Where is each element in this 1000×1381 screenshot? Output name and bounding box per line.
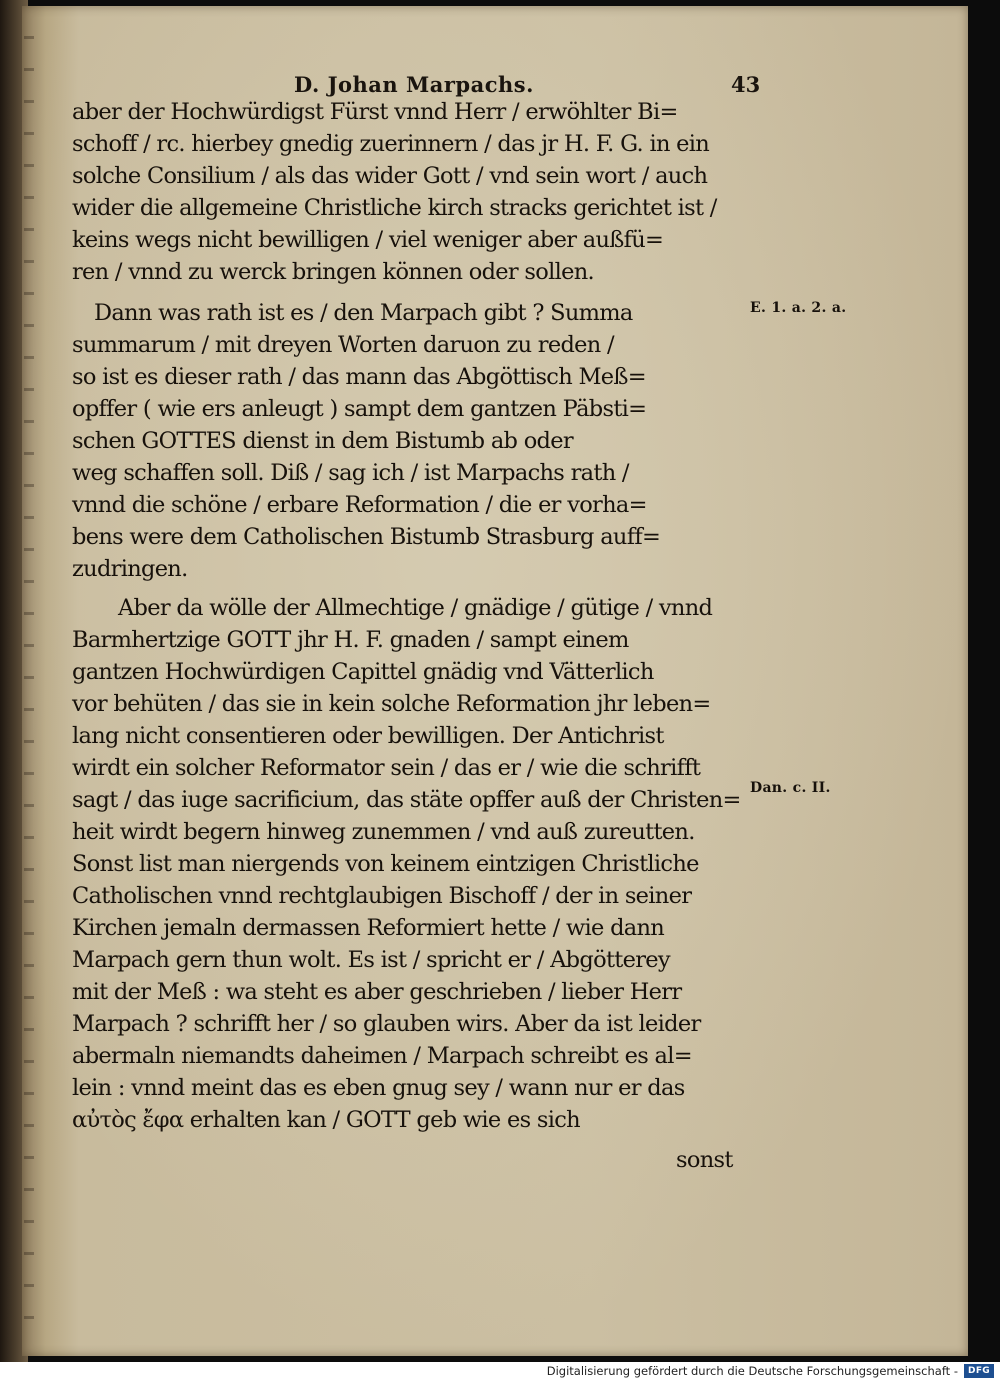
text-line: wirdt ein solcher Reformator sein / das er / wie die schrifft xyxy=(72,755,701,781)
text-line: Catholischen vnnd rechtglaubigen Bischoff / der in seiner xyxy=(72,883,692,909)
text-line: mit der Meß : wa steht es aber geschrieben / lieber Herr xyxy=(72,979,682,1005)
text-line: αὐτὸς ἔφα erhalten kan / GOTT geb wie es sich xyxy=(72,1107,580,1133)
footer-bar xyxy=(0,1362,1000,1381)
text-line: Kirchen jemaln dermassen Reformiert hette / wie dann xyxy=(72,915,665,941)
text-line: sagt / das iuge sacrificium, das stäte opffer auß der Christen= xyxy=(72,787,741,813)
text-line: so ist es dieser rath / das mann das Abgöttisch Meß= xyxy=(72,364,646,390)
margin-note: E. 1. a. 2. a. xyxy=(750,300,847,316)
text-line: keins wegs nicht bewilligen / viel weniger aber außfü= xyxy=(72,227,664,253)
text-line: abermaln niemandts daheimen / Marpach schreibt es al= xyxy=(72,1043,692,1069)
text-line: schen GOTTES dienst in dem Bistumb ab oder xyxy=(72,428,573,454)
text-line: Sonst list man niergends von keinem eintzigen Christliche xyxy=(72,851,699,877)
text-line: Dann was rath ist es / den Marpach gibt ? Summa xyxy=(94,300,633,326)
page-number: 43 xyxy=(731,72,761,97)
text-line: Marpach gern thun wolt. Es ist / spricht er / Abgötterey xyxy=(72,947,670,973)
text-line: ren / vnnd zu werck bringen können oder sollen. xyxy=(72,259,594,285)
text-line: Marpach ? schrifft her / so glauben wirs. Aber da ist leider xyxy=(72,1011,701,1037)
text-line: lang nicht consentieren oder bewilligen. Der Antichrist xyxy=(72,723,664,749)
text-line: aber der Hochwürdigst Fürst vnnd Herr / erwöhlter Bi= xyxy=(72,99,678,125)
text-line: schoff / rc. hierbey gnedig zuerinnern / das jr H. F. G. in ein xyxy=(72,131,710,157)
text-line: lein : vnnd meint das es eben gnug sey / wann nur er das xyxy=(72,1075,685,1101)
text-line: vnnd die schöne / erbare Reformation / die er vorha= xyxy=(72,492,647,518)
running-head: D. Johan Marpachs. xyxy=(294,72,534,97)
dfg-logo: DFG xyxy=(964,1364,994,1378)
text-line: gantzen Hochwürdigen Capittel gnädig vnd Vätterlich xyxy=(72,659,654,685)
catchword: sonst xyxy=(676,1147,733,1173)
funding-credit: Digitalisierung gefördert durch die Deutsche Forschungsgemeinschaft - xyxy=(546,1364,958,1378)
text-line: Barmhertzige GOTT jhr H. F. gnaden / sampt einem xyxy=(72,627,629,653)
text-line: vor behüten / das sie in kein solche Reformation jhr leben= xyxy=(72,691,711,717)
text-line: wider die allgemeine Christliche kirch stracks gerichtet ist / xyxy=(72,195,717,221)
margin-note: Dan. c. II. xyxy=(750,780,831,796)
text-line: heit wirdt begern hinweg zunemmen / vnd auß zureutten. xyxy=(72,819,695,845)
text-line: weg schaffen soll. Diß / sag ich / ist Marpachs rath / xyxy=(72,460,629,486)
text-line: bens were dem Catholischen Bistumb Strasburg auff= xyxy=(72,524,661,550)
text-line: opffer ( wie ers anleugt ) sampt dem gantzen Päbsti= xyxy=(72,396,647,422)
facing-page-bleed xyxy=(24,36,34,1336)
text-line: summarum / mit dreyen Worten daruon zu reden / xyxy=(72,332,614,358)
text-line: solche Consilium / als das wider Gott / vnd sein wort / auch xyxy=(72,163,708,189)
text-line: Aber da wölle der Allmechtige / gnädige / gütige / vnnd xyxy=(118,595,713,621)
text-line: zudringen. xyxy=(72,556,188,582)
